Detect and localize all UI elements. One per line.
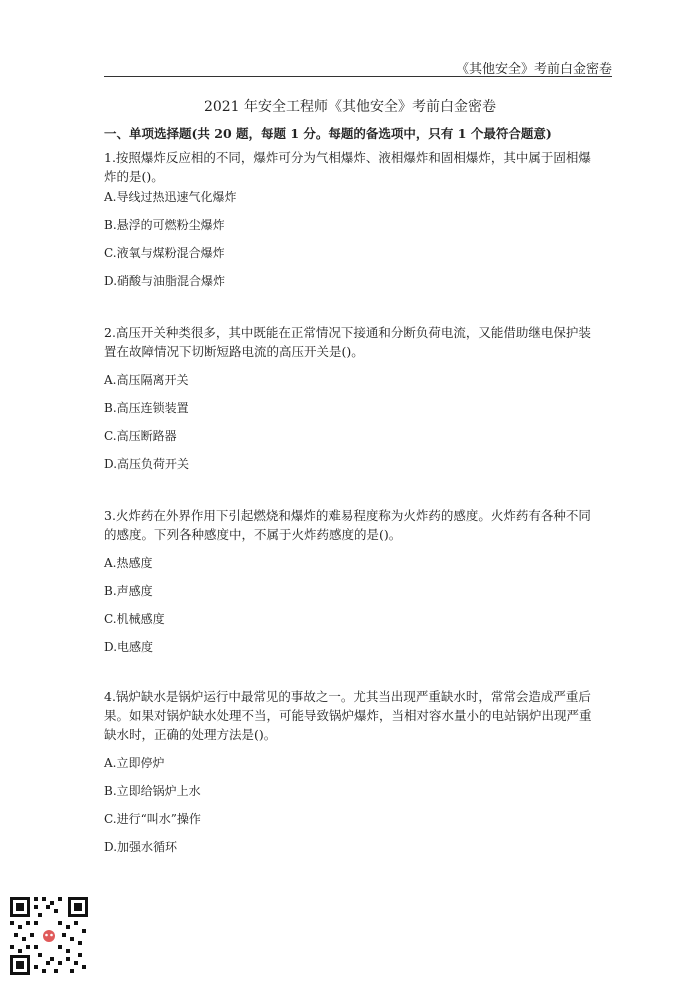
question-1-option-b: B.悬浮的可燃粉尘爆炸: [104, 218, 225, 232]
question-2-stem-line-1: 2.高压开关种类很多，其中既能在正常情况下接通和分断负荷电流，又能借助继电保护装: [104, 325, 591, 340]
question-1-option-c: C.液氧与煤粉混合爆炸: [104, 246, 225, 260]
question-4-stem-line-1: 4.锅炉缺水是锅炉运行中最常见的事故之一。尤其当出现严重缺水时，常常会造成严重后: [104, 689, 591, 704]
question-3-stem-line-2: 的感度。下列各种感度中，不属于火炸药感度的是()。: [104, 527, 402, 542]
question-1-stem-line-1: 1.按照爆炸反应相的不同，爆炸可分为气相爆炸、液相爆炸和固相爆炸，其中属于固相爆: [104, 150, 591, 165]
question-4-stem: [104, 687, 614, 744]
question-2-option-b: B.高压连锁装置: [104, 401, 189, 415]
question-2-option-c: C.高压断路器: [104, 429, 177, 443]
question-2-stem-line-2: 置在故障情况下切断短路电流的高压开关是()。: [104, 344, 364, 359]
question-4-stem-line-2: 果。如果对锅炉缺水处理不当，可能导致锅炉爆炸，当相对容水量小的电站锅炉出现严重: [104, 708, 592, 723]
question-3-option-c: C.机械感度: [104, 612, 165, 626]
question-1-option-a: A.导线过热迅速气化爆炸: [104, 190, 237, 204]
question-1-stem-line-2: 炸的是()。: [104, 169, 164, 184]
question-2-stem: [104, 323, 614, 361]
question-3-option-d: D.电感度: [104, 640, 154, 654]
question-4-option-a: A.立即停炉: [104, 756, 165, 770]
question-3-stem: [104, 506, 614, 544]
document-title: 2021 年安全工程师《其他安全》考前白金密卷: [203, 99, 497, 115]
question-3-option-b: B.声感度: [104, 584, 153, 598]
header-divider: [104, 76, 612, 77]
question-2-option-a: A.高压隔离开关: [104, 373, 189, 387]
question-4-option-b: B.立即给锅炉上水: [104, 784, 201, 798]
header-title: 《其他安全》考前白金密卷: [455, 62, 612, 77]
question-3-stem-line-1: 3.火炸药在外界作用下引起燃烧和爆炸的难易程度称为火炸药的感度。火炸药有各种不同: [104, 508, 591, 523]
section-heading: 一、单项选择题(共 20 题，每题 1 分。每题的备选项中，只有 1 个最符合题意): [104, 126, 552, 141]
qr-code-icon[interactable]: [8, 895, 90, 977]
question-1-option-d: D.硝酸与油脂混合爆炸: [104, 274, 226, 288]
question-1-stem: [104, 148, 614, 186]
question-4-stem-line-3: 缺水时，正确的处理方法是()。: [104, 727, 277, 742]
question-3-option-a: A.热感度: [104, 556, 153, 570]
question-4-option-c: C.进行“叫水”操作: [104, 812, 201, 826]
question-4-option-d: D.加强水循环: [104, 840, 178, 854]
question-2-option-d: D.高压负荷开关: [104, 457, 190, 471]
